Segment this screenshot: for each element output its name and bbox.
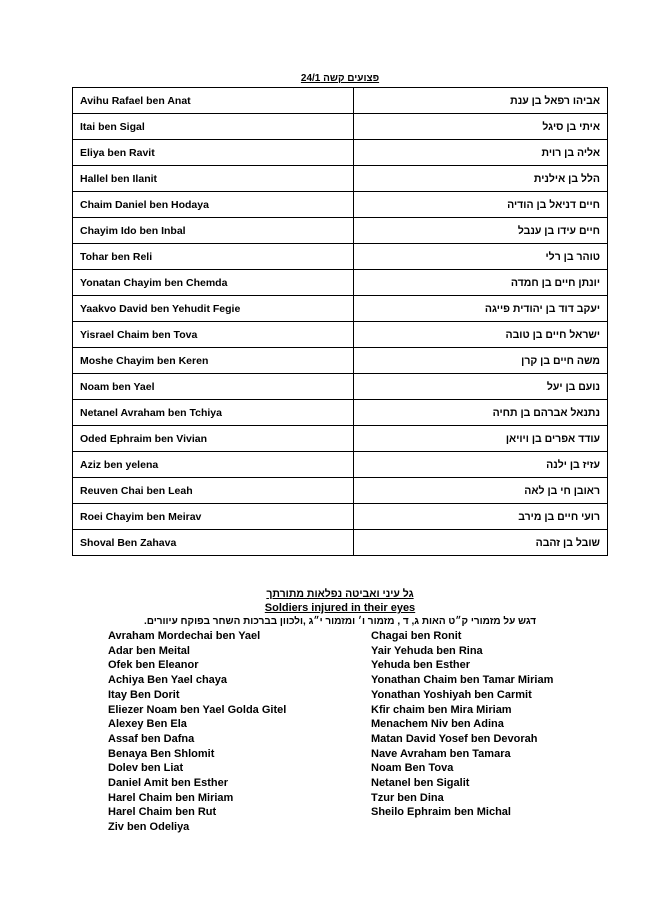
eyes-section-title-english: Soldiers injured in their eyes bbox=[264, 602, 416, 614]
name-english-cell: Shoval Ben Zahava bbox=[73, 530, 354, 556]
list-item: Menachem Niv ben Adina bbox=[371, 718, 504, 731]
list-item: Achiya Ben Yael chaya bbox=[108, 674, 228, 687]
name-english-cell: Tohar ben Reli bbox=[73, 244, 354, 270]
list-item: Yonathan Yoshiyah ben Carmit bbox=[371, 688, 532, 701]
name-english-cell: Noam ben Yael bbox=[73, 374, 354, 400]
list-item: Yonathan Chaim ben Tamar Miriam bbox=[371, 674, 554, 687]
list-item: Netanel ben Sigalit bbox=[371, 777, 470, 790]
eyes-section-title-hebrew: גל עיני ואביטה נפלאות מתורתך bbox=[266, 588, 414, 600]
name-hebrew-cell: טוהר בן רלי bbox=[354, 244, 608, 270]
table-row bbox=[73, 530, 608, 556]
table-title: פצועים קשה 24/1 bbox=[300, 73, 380, 84]
table-row bbox=[73, 504, 608, 530]
table-row bbox=[73, 296, 608, 322]
name-hebrew-cell: עודד אפרים בן ויויאן bbox=[354, 426, 608, 452]
table-row bbox=[73, 478, 608, 504]
name-english-cell: Itai ben Sigal bbox=[73, 114, 354, 140]
table-row bbox=[73, 166, 608, 192]
seriously-wounded-table bbox=[72, 87, 608, 556]
list-item: Ziv ben Odeliya bbox=[108, 821, 190, 834]
name-hebrew-cell: איתי בן סיגל bbox=[354, 114, 608, 140]
name-hebrew-cell: ראובן חי בן לאה bbox=[354, 478, 608, 504]
name-english-cell: Oded Ephraim ben Vivian bbox=[73, 426, 354, 452]
name-english-cell: Eliya ben Ravit bbox=[73, 140, 354, 166]
table-row bbox=[73, 348, 608, 374]
name-english-cell: Moshe Chayim ben Keren bbox=[73, 348, 354, 374]
list-item: Yair Yehuda ben Rina bbox=[371, 644, 483, 657]
name-hebrew-cell: נתנאל אברהם בן תחיה bbox=[354, 400, 608, 426]
name-hebrew-cell: רועי חיים בן מירב bbox=[354, 504, 608, 530]
table-body bbox=[73, 88, 608, 556]
name-hebrew-cell: ישראל חיים בן טובה bbox=[354, 322, 608, 348]
name-hebrew-cell: שובל בן זהבה bbox=[354, 530, 608, 556]
name-english-cell: Chayim Ido ben Inbal bbox=[73, 218, 354, 244]
table-row bbox=[73, 218, 608, 244]
name-english-cell: Yonatan Chayim ben Chemda bbox=[73, 270, 354, 296]
table-row bbox=[73, 88, 608, 114]
list-item: Benaya Ben Shlomit bbox=[108, 747, 215, 760]
list-item: Yehuda ben Esther bbox=[371, 659, 471, 672]
list-item: Noam Ben Tova bbox=[371, 762, 454, 775]
list-item: Assaf ben Dafna bbox=[108, 732, 195, 745]
name-hebrew-cell: חיים דניאל בן הודיה bbox=[354, 192, 608, 218]
list-item: Adar ben Meital bbox=[108, 644, 190, 657]
table-row bbox=[73, 426, 608, 452]
table-row bbox=[73, 270, 608, 296]
name-hebrew-cell: יונתן חיים בן חמדה bbox=[354, 270, 608, 296]
name-english-cell: Hallel ben Ilanit bbox=[73, 166, 354, 192]
list-item: Harel Chaim ben Miriam bbox=[108, 791, 234, 804]
name-english-cell: Yisrael Chaim ben Tova bbox=[73, 322, 354, 348]
name-english-cell: Roei Chayim ben Meirav bbox=[73, 504, 354, 530]
table-row bbox=[73, 400, 608, 426]
list-item: Matan David Yosef ben Devorah bbox=[371, 732, 538, 745]
list-item: Chagai ben Ronit bbox=[371, 630, 462, 642]
table-row bbox=[73, 114, 608, 140]
table-row bbox=[73, 322, 608, 348]
name-hebrew-cell: חיים עידו בן ענבל bbox=[354, 218, 608, 244]
name-english-cell: Aziz ben yelena bbox=[73, 452, 354, 478]
table-row bbox=[73, 192, 608, 218]
name-hebrew-cell: עזיז בן ילנה bbox=[354, 452, 608, 478]
table-row bbox=[73, 374, 608, 400]
table-row bbox=[73, 140, 608, 166]
list-item: Tzur ben Dina bbox=[371, 791, 444, 804]
list-item: Itay Ben Dorit bbox=[108, 688, 180, 701]
name-hebrew-cell: הלל בן אילנית bbox=[354, 166, 608, 192]
list-item: Sheilo Ephraim ben Michal bbox=[371, 806, 511, 819]
name-english-cell: Reuven Chai ben Leah bbox=[73, 478, 354, 504]
name-english-cell: Chaim Daniel ben Hodaya bbox=[73, 192, 354, 218]
name-hebrew-cell: אביהו רפאל בן ענת bbox=[354, 88, 608, 114]
name-english-cell: Avihu Rafael ben Anat bbox=[73, 88, 354, 114]
name-hebrew-cell: יעקב דוד בן יהודית פייגה bbox=[354, 296, 608, 322]
table-row bbox=[73, 452, 608, 478]
names-list-right bbox=[371, 629, 553, 820]
prayer-instruction: דגש על מזמורי ק״ט האות ג, ד , מזמור ו׳ ומזמור י״ג ,ולכוון בברכות השחר בפוקח עיוורים. bbox=[143, 616, 537, 627]
list-item: Harel Chaim ben Rut bbox=[108, 806, 217, 819]
list-item: Dolev ben Liat bbox=[108, 762, 184, 775]
names-list-left bbox=[108, 629, 286, 835]
name-english-cell: Netanel Avraham ben Tchiya bbox=[73, 400, 354, 426]
list-item: Nave Avraham ben Tamara bbox=[371, 747, 511, 760]
name-hebrew-cell: משה חיים בן קרן bbox=[354, 348, 608, 374]
table-row bbox=[73, 244, 608, 270]
list-item: Alexey Ben Ela bbox=[108, 718, 187, 731]
list-item: Kfir chaim ben Mira Miriam bbox=[371, 703, 512, 716]
list-item: Daniel Amit ben Esther bbox=[108, 777, 229, 790]
name-hebrew-cell: נועם בן יעל bbox=[354, 374, 608, 400]
list-item: Eliezer Noam ben Yael Golda Gitel bbox=[108, 703, 287, 716]
name-english-cell: Yaakvo David ben Yehudit Fegie bbox=[73, 296, 354, 322]
list-item: Ofek ben Eleanor bbox=[108, 659, 199, 672]
name-hebrew-cell: אליה בן רוית bbox=[354, 140, 608, 166]
list-item: Avraham Mordechai ben Yael bbox=[108, 630, 261, 642]
